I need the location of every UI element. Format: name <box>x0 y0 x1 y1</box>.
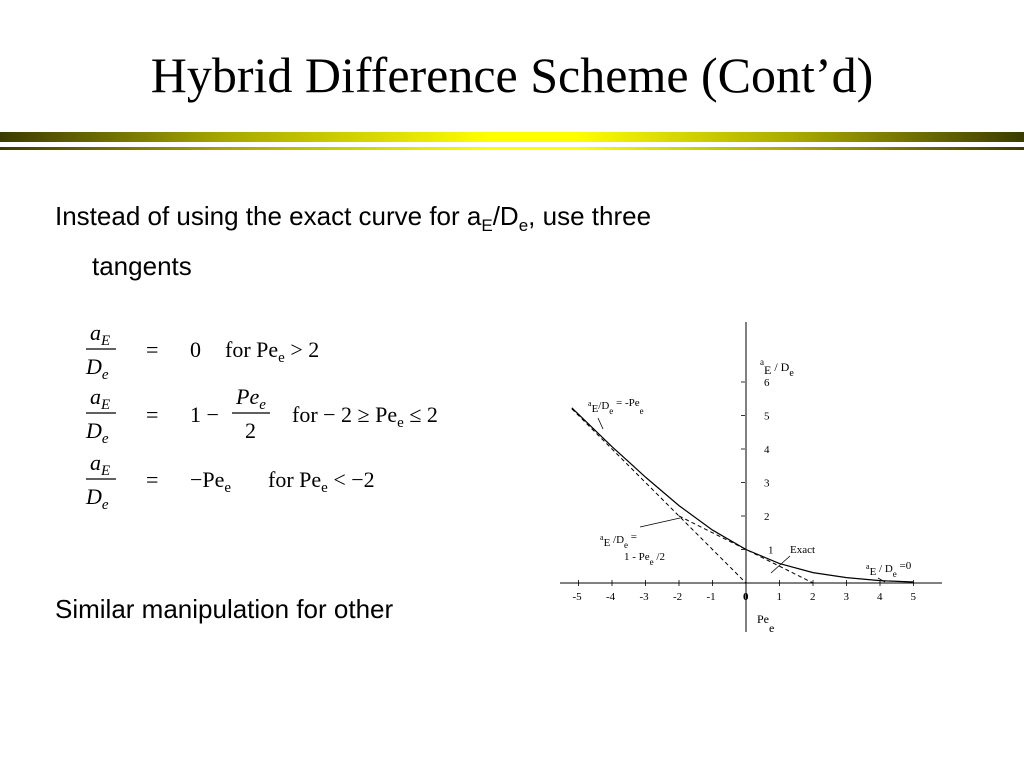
y-tick-label: 3 <box>764 477 770 490</box>
svg-text:for Pee > 2: for $Pe_e > 2$ <box>225 337 320 366</box>
x-axis-label: Pee <box>757 612 775 635</box>
svg-text:aE: $a_E$ <box>90 384 111 413</box>
annotation-left-tangent: $^aE/D_e = -Pe_e$ <box>588 397 644 416</box>
x-tick-label: -4 <box>606 591 616 603</box>
svg-text:=: = <box>146 337 159 362</box>
intro-line-2: tangents <box>92 251 192 281</box>
y-tick-label: 2 <box>764 511 770 523</box>
svg-text:De: $D_e$ <box>86 418 109 447</box>
footer-text: Similar manipulation for other <box>55 594 394 624</box>
x-tick-label: 5 <box>910 591 916 603</box>
x-tick-label: -1 <box>706 591 716 603</box>
y-axis-label: $^aE / D_e$ <box>760 357 794 379</box>
intro-text-c: , use three <box>528 201 652 231</box>
svg-text:De: $D_e$ <box>86 354 109 383</box>
svg-text:for − 2 ≥ Pee ≤ 2: for − $2 \ge Pe_e \le 2$ <box>292 402 438 431</box>
annotation-mid-pointer <box>640 518 680 527</box>
x-tick-label: 3 <box>843 591 849 603</box>
intro-text-b: /D <box>492 201 519 231</box>
annotation-right-tangent: $^aE / D_e =0$ <box>866 560 912 579</box>
svg-text:0: 0 <box>190 337 201 362</box>
x-tick-label: 0 <box>743 591 749 603</box>
svg-text:aE: $a_E$ <box>90 320 111 349</box>
annotation-left-pointer <box>598 418 603 429</box>
x-tick-label: -5 <box>572 591 582 603</box>
svg-text:=: = <box>146 467 159 492</box>
svg-text:Pee: $Pe_e$ <box>236 384 266 413</box>
annotation-mid-tangent-line2: $1 - Pe_e$ /2 <box>624 551 665 567</box>
x-tick-label: -3 <box>639 591 649 603</box>
svg-text:2: 2 <box>245 418 256 443</box>
y-tick-label: 1 <box>768 544 774 557</box>
svg-text:De: $D_e$ <box>86 484 109 513</box>
svg-text:for Pee < −2: for $Pe_e < -2$ <box>268 467 375 496</box>
x-tick-label: -2 <box>673 591 683 603</box>
svg-text:=: = <box>146 402 159 427</box>
annotation-exact: Exact <box>790 544 816 556</box>
x-tick-label: 1 <box>776 591 782 603</box>
intro-text-a: Instead of using the exact curve for a <box>55 201 482 231</box>
y-tick-label: 6 <box>764 377 770 389</box>
svg-text:1 −: 1 − <box>190 402 219 427</box>
svg-text:aE: $a_E$ <box>90 450 111 479</box>
graph-axes <box>560 322 942 632</box>
y-tick-label: 5 <box>764 410 770 423</box>
x-tick-label: 4 <box>877 591 883 603</box>
intro-sub-e: E <box>481 216 493 235</box>
svg-text:−Pee: $-Pe_e$ <box>190 467 232 496</box>
y-tick-label: 4 <box>764 444 770 456</box>
slide-title: Hybrid Difference Scheme (Cont’d) <box>150 47 874 103</box>
x-tick-label: 2 <box>810 591 816 603</box>
intro-sub-e2: e <box>518 216 529 235</box>
annotation-mid-tangent-line1: $^a$E $/D_e$ = <box>600 531 638 550</box>
